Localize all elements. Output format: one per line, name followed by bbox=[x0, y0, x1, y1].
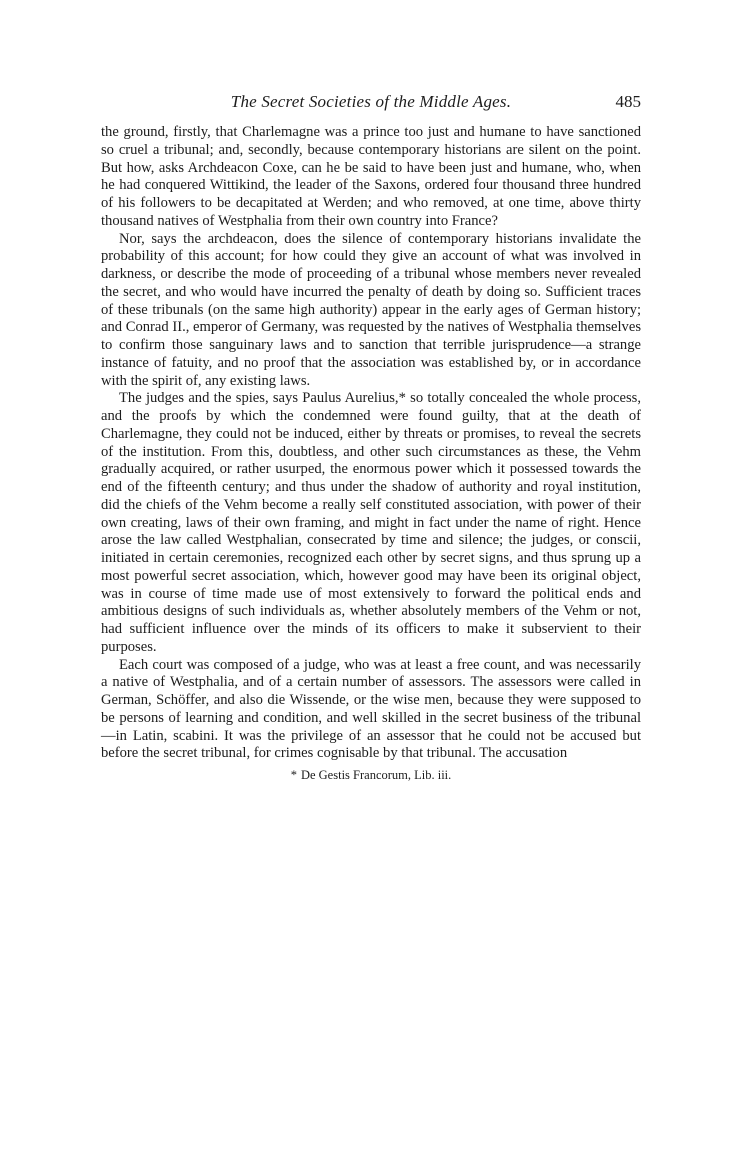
footnote-marker: * bbox=[290, 768, 297, 782]
footnote bbox=[101, 767, 641, 783]
running-header bbox=[101, 92, 641, 118]
paragraph-4: Each court was composed of a judge, who was at least a free count, and was necessarily a native of Westphalia, and of a certain number of assessors. The assessors were called in German, Schöffer, and also die Wissende, or the wise men, because they were supposed to be persons of learning and condition, and well skilled in the secret business of the tribunal—in Latin, scabini. It was the privilege of an assessor that he could not be accused but before the secret tribunal, for crimes cognisable by that tribunal. The accusation bbox=[101, 656, 641, 762]
body-text bbox=[101, 124, 641, 763]
running-title: The Secret Societies of the Middle Ages. bbox=[230, 92, 512, 111]
footnote-text: De Gestis Francorum, Lib. iii. bbox=[300, 768, 452, 782]
paragraph-3: The judges and the spies, says Paulus Aurelius,* so totally concealed the whole process, and the proofs by which the condemned were found guilty, that at the death of Charlemagne, they could not be induced, either by threats or promises, to reveal the secrets of the institution. From this, doubtless, and other such circumstances as these, the Vehm gradually acquired, or rather usurped, the enormous power which it possessed towards the end of the fifteenth century; and thus under the shadow of authority and royal institution, did the chiefs of the Vehm become a really self constituted association, with power of their own creating, laws of their own framing, and might in fact under the name of right. Hence arose the law called Westphalian, consecrated by time and silence; the judges, or conscii, initiated in certain ceremonies, recognized each other by secret signs, and thus sprung up a most powerful secret association, which, however good may have been its original object, was in course of time made use of most extensively to forward the political ends and ambitious designs of such individuals as, whether absolutely members of the Vehm or not, had sufficient influence over the minds of its officers to make it subservient to their purposes. bbox=[101, 390, 641, 655]
document-page bbox=[101, 92, 641, 783]
paragraph-1: the ground, firstly, that Charlemagne was a prince too just and humane to have sanctioned so cruel a tribunal; and, secondly, because contemporary historians are silent on the point. But how, asks Archdeacon Coxe, can he be said to have been just and humane, who, when he had conquered Wittikind, the leader of the Saxons, ordered four thousand three hundred of his followers to be decapitated at Werden; and who removed, at one time, above thirty thousand natives of Westphalia from their own country into France? bbox=[101, 124, 641, 229]
paragraph-2: Nor, says the archdeacon, does the silence of contemporary historians invalidate the probability of this account; for how could they give an account of what was involved in darkness, or describe the mode of proceeding of a tribunal whose members never revealed the secret, and who would have incurred the penalty of death by doing so. Sufficient traces of these tribunals (on the same high authority) appear in the early ages of German history; and Conrad II., emperor of Germany, was requested by the natives of Westphalia themselves to confirm those sanguinary laws and to sanction that terrible jurisprudence—a strange instance of fatuity, and no proof that the association was established by, or in accordance with the spirit of, any existing laws. bbox=[101, 230, 641, 389]
page-number: 485 bbox=[615, 92, 641, 111]
